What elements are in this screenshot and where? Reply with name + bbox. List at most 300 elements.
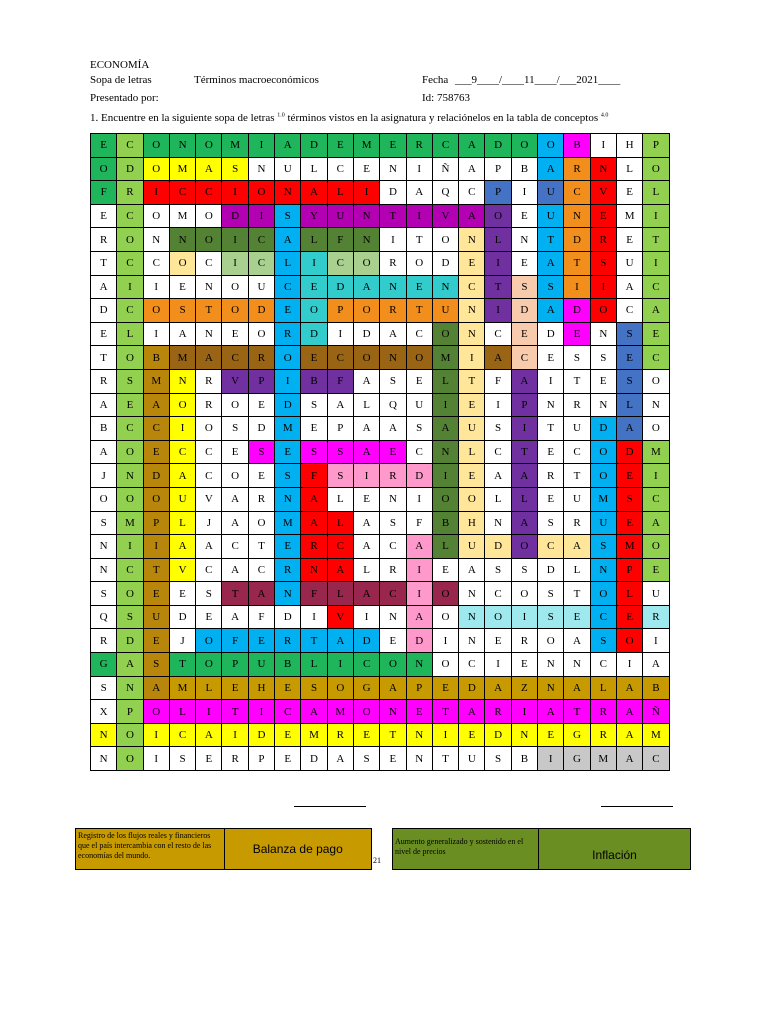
grid-cell: C: [643, 275, 669, 299]
grid-cell: A: [616, 700, 642, 724]
grid-cell: D: [301, 747, 327, 771]
grid-cell: M: [169, 157, 195, 181]
activity-label: Sopa de letras: [90, 74, 152, 86]
grid-cell: A: [222, 558, 248, 582]
grid-cell: A: [353, 535, 379, 559]
grid-cell: S: [485, 417, 511, 441]
grid-cell: I: [643, 204, 669, 228]
grid-cell: E: [275, 299, 301, 323]
grid-cell: E: [196, 747, 222, 771]
grid-cell: T: [564, 369, 590, 393]
grid-cell: I: [353, 605, 379, 629]
grid-cell: C: [406, 322, 432, 346]
concept-card-balanza: [75, 828, 372, 870]
grid-cell: D: [169, 605, 195, 629]
grid-cell: S: [222, 157, 248, 181]
grid-cell: I: [485, 299, 511, 323]
grid-cell: B: [432, 511, 458, 535]
grid-cell: C: [353, 653, 379, 677]
grid-cell: I: [590, 134, 616, 158]
grid-cell: M: [590, 487, 616, 511]
grid-cell: U: [538, 204, 564, 228]
grid-cell: E: [590, 369, 616, 393]
grid-cell: E: [91, 322, 117, 346]
grid-cell: C: [590, 605, 616, 629]
grid-cell: N: [485, 511, 511, 535]
subject-title: ECONOMÍA: [90, 59, 150, 71]
grid-cell: M: [353, 134, 379, 158]
grid-cell: N: [459, 605, 485, 629]
grid-cell: A: [459, 157, 485, 181]
grid-cell: R: [380, 299, 406, 323]
grid-cell: E: [564, 322, 590, 346]
grid-cell: S: [327, 440, 353, 464]
grid-row: [91, 700, 670, 724]
grid-cell: O: [117, 228, 143, 252]
grid-cell: I: [511, 417, 537, 441]
grid-cell: A: [91, 440, 117, 464]
grid-cell: A: [301, 487, 327, 511]
grid-cell: O: [275, 346, 301, 370]
grid-cell: R: [590, 700, 616, 724]
grid-cell: N: [248, 157, 274, 181]
grid-cell: O: [222, 393, 248, 417]
grid-cell: N: [459, 228, 485, 252]
grid-cell: A: [485, 346, 511, 370]
grid-cell: C: [196, 440, 222, 464]
grid-cell: L: [643, 181, 669, 205]
grid-cell: R: [538, 464, 564, 488]
grid-cell: A: [222, 605, 248, 629]
grid-cell: C: [327, 157, 353, 181]
grid-cell: T: [538, 228, 564, 252]
grid-cell: B: [643, 676, 669, 700]
grid-cell: L: [485, 228, 511, 252]
grid-cell: U: [275, 157, 301, 181]
grid-cell: O: [327, 676, 353, 700]
grid-cell: P: [222, 653, 248, 677]
grid-cell: A: [406, 535, 432, 559]
grid-row: [91, 605, 670, 629]
grid-cell: O: [143, 299, 169, 323]
presented-by-label: Presentado por:: [90, 92, 159, 104]
grid-cell: D: [485, 723, 511, 747]
grid-cell: A: [459, 700, 485, 724]
grid-cell: I: [222, 251, 248, 275]
grid-cell: I: [485, 653, 511, 677]
grid-cell: C: [117, 204, 143, 228]
grid-cell: U: [248, 275, 274, 299]
date-label: Fecha: [422, 74, 449, 86]
signature-line-right: [601, 806, 673, 807]
grid-cell: C: [459, 181, 485, 205]
grid-row: [91, 487, 670, 511]
grid-cell: O: [143, 157, 169, 181]
grid-cell: A: [327, 558, 353, 582]
grid-cell: E: [643, 558, 669, 582]
grid-cell: N: [91, 535, 117, 559]
grid-cell: N: [117, 676, 143, 700]
grid-cell: D: [590, 417, 616, 441]
grid-cell: O: [459, 487, 485, 511]
grid-cell: N: [590, 558, 616, 582]
grid-cell: N: [117, 464, 143, 488]
grid-cell: L: [353, 558, 379, 582]
grid-cell: N: [91, 747, 117, 771]
grid-cell: V: [222, 369, 248, 393]
grid-cell: F: [406, 511, 432, 535]
grid-cell: A: [301, 181, 327, 205]
grid-cell: I: [196, 700, 222, 724]
grid-cell: O: [353, 251, 379, 275]
grid-cell: C: [169, 440, 195, 464]
grid-cell: N: [459, 629, 485, 653]
grid-cell: O: [196, 204, 222, 228]
grid-cell: N: [275, 582, 301, 606]
grid-cell: E: [301, 275, 327, 299]
grid-cell: I: [485, 251, 511, 275]
grid-cell: I: [406, 157, 432, 181]
grid-cell: C: [117, 299, 143, 323]
grid-cell: S: [169, 747, 195, 771]
grid-cell: E: [511, 204, 537, 228]
grid-cell: B: [511, 747, 537, 771]
grid-cell: C: [196, 181, 222, 205]
grid-cell: O: [169, 393, 195, 417]
grid-cell: P: [248, 369, 274, 393]
grid-cell: T: [248, 535, 274, 559]
grid-cell: E: [432, 558, 458, 582]
grid-cell: T: [222, 700, 248, 724]
grid-cell: A: [485, 464, 511, 488]
grid-cell: F: [327, 228, 353, 252]
grid-cell: P: [327, 299, 353, 323]
grid-cell: C: [117, 134, 143, 158]
grid-cell: O: [196, 629, 222, 653]
grid-cell: H: [248, 676, 274, 700]
grid-cell: N: [380, 157, 406, 181]
grid-cell: N: [353, 228, 379, 252]
grid-cell: N: [459, 582, 485, 606]
grid-cell: L: [327, 511, 353, 535]
grid-cell: S: [169, 299, 195, 323]
grid-cell: A: [327, 747, 353, 771]
grid-cell: O: [432, 605, 458, 629]
grid-cell: E: [380, 440, 406, 464]
grid-cell: L: [485, 487, 511, 511]
grid-cell: R: [196, 393, 222, 417]
grid-cell: P: [117, 700, 143, 724]
grid-cell: N: [511, 228, 537, 252]
grid-cell: S: [590, 535, 616, 559]
grid-cell: A: [169, 322, 195, 346]
grid-cell: D: [117, 629, 143, 653]
grid-cell: O: [143, 204, 169, 228]
grid-cell: T: [91, 251, 117, 275]
grid-row: [91, 558, 670, 582]
grid-cell: G: [564, 747, 590, 771]
grid-cell: Q: [91, 605, 117, 629]
grid-row: [91, 181, 670, 205]
grid-cell: I: [485, 393, 511, 417]
grid-cell: I: [406, 582, 432, 606]
grid-cell: I: [643, 629, 669, 653]
grid-cell: E: [275, 535, 301, 559]
grid-cell: C: [327, 251, 353, 275]
grid-row: [91, 464, 670, 488]
grid-cell: S: [91, 511, 117, 535]
grid-cell: G: [91, 653, 117, 677]
grid-cell: O: [353, 299, 379, 323]
grid-cell: O: [590, 464, 616, 488]
grid-cell: N: [275, 181, 301, 205]
grid-cell: A: [196, 346, 222, 370]
grid-cell: T: [91, 346, 117, 370]
grid-cell: U: [564, 487, 590, 511]
grid-cell: L: [459, 440, 485, 464]
grid-cell: I: [143, 181, 169, 205]
grid-cell: R: [275, 558, 301, 582]
grid-cell: O: [643, 157, 669, 181]
grid-cell: S: [222, 417, 248, 441]
grid-cell: C: [327, 535, 353, 559]
grid-cell: O: [432, 582, 458, 606]
grid-cell: E: [353, 723, 379, 747]
grid-cell: T: [432, 700, 458, 724]
concept-term: Balanza de pago: [224, 829, 372, 869]
grid-cell: M: [169, 346, 195, 370]
grid-cell: A: [511, 369, 537, 393]
grid-cell: M: [222, 134, 248, 158]
grid-cell: N: [432, 440, 458, 464]
grid-cell: S: [248, 440, 274, 464]
grid-cell: A: [143, 676, 169, 700]
grid-cell: O: [301, 299, 327, 323]
grid-cell: M: [117, 511, 143, 535]
grid-cell: C: [248, 228, 274, 252]
grid-cell: S: [196, 582, 222, 606]
grid-cell: R: [380, 464, 406, 488]
grid-cell: E: [538, 346, 564, 370]
grid-cell: D: [222, 204, 248, 228]
grid-cell: E: [406, 700, 432, 724]
grid-cell: A: [91, 275, 117, 299]
grid-cell: A: [380, 676, 406, 700]
grid-row: [91, 322, 670, 346]
grid-cell: R: [248, 487, 274, 511]
grid-cell: L: [432, 535, 458, 559]
grid-cell: C: [432, 134, 458, 158]
grid-cell: A: [353, 369, 379, 393]
grid-cell: A: [564, 629, 590, 653]
grid-cell: L: [327, 181, 353, 205]
grid-cell: O: [117, 346, 143, 370]
grid-cell: M: [590, 747, 616, 771]
grid-cell: S: [91, 676, 117, 700]
grid-cell: N: [380, 700, 406, 724]
grid-cell: I: [248, 134, 274, 158]
grid-cell: C: [275, 700, 301, 724]
grid-cell: N: [91, 558, 117, 582]
grid-cell: O: [380, 653, 406, 677]
grid-cell: D: [564, 299, 590, 323]
concept-definition: Registro de los flujos reales y financieros que el país intercambia con el resto de las economías del mundo.: [76, 829, 224, 869]
grid-cell: N: [196, 322, 222, 346]
grid-cell: I: [353, 181, 379, 205]
grid-cell: E: [91, 134, 117, 158]
grid-cell: M: [275, 511, 301, 535]
grid-cell: C: [222, 346, 248, 370]
grid-row: [91, 228, 670, 252]
grid-cell: R: [590, 723, 616, 747]
grid-cell: A: [485, 676, 511, 700]
grid-cell: L: [301, 228, 327, 252]
grid-cell: I: [590, 275, 616, 299]
grid-cell: I: [538, 747, 564, 771]
grid-row: [91, 511, 670, 535]
grid-cell: H: [616, 134, 642, 158]
grid-cell: I: [222, 723, 248, 747]
grid-cell: C: [564, 181, 590, 205]
grid-cell: T: [564, 464, 590, 488]
grid-cell: E: [380, 747, 406, 771]
grid-cell: L: [169, 700, 195, 724]
grid-cell: O: [590, 299, 616, 323]
grid-cell: E: [248, 464, 274, 488]
grid-cell: Q: [380, 393, 406, 417]
grid-cell: O: [117, 582, 143, 606]
grid-cell: A: [301, 700, 327, 724]
grid-cell: L: [511, 487, 537, 511]
grid-cell: U: [538, 181, 564, 205]
grid-cell: O: [643, 417, 669, 441]
grid-cell: I: [275, 369, 301, 393]
grid-cell: B: [564, 134, 590, 158]
grid-cell: E: [327, 134, 353, 158]
grid-cell: N: [459, 322, 485, 346]
grid-cell: E: [196, 605, 222, 629]
grid-row: [91, 747, 670, 771]
grid-cell: L: [327, 582, 353, 606]
grid-cell: D: [248, 723, 274, 747]
grid-cell: R: [91, 629, 117, 653]
grid-cell: I: [143, 723, 169, 747]
grid-row: [91, 393, 670, 417]
grid-cell: L: [275, 251, 301, 275]
grid-cell: D: [432, 251, 458, 275]
grid-cell: R: [117, 181, 143, 205]
grid-cell: D: [327, 275, 353, 299]
grid-cell: D: [301, 322, 327, 346]
grid-row: [91, 346, 670, 370]
grid-cell: N: [91, 723, 117, 747]
grid-cell: E: [564, 605, 590, 629]
grid-cell: C: [616, 299, 642, 323]
grid-cell: O: [117, 723, 143, 747]
grid-cell: E: [511, 322, 537, 346]
grid-cell: N: [511, 723, 537, 747]
grid-cell: I: [616, 653, 642, 677]
grid-cell: O: [432, 228, 458, 252]
grid-cell: Q: [432, 181, 458, 205]
grid-cell: T: [406, 299, 432, 323]
grid-cell: S: [590, 251, 616, 275]
grid-cell: A: [406, 181, 432, 205]
grid-row: [91, 723, 670, 747]
grid-cell: R: [590, 228, 616, 252]
grid-cell: P: [248, 747, 274, 771]
grid-cell: A: [564, 535, 590, 559]
grid-cell: S: [616, 322, 642, 346]
grid-cell: R: [564, 393, 590, 417]
grid-cell: I: [301, 605, 327, 629]
grid-cell: S: [485, 558, 511, 582]
grid-cell: O: [91, 157, 117, 181]
grid-cell: I: [432, 393, 458, 417]
grid-cell: D: [301, 134, 327, 158]
grid-cell: C: [275, 275, 301, 299]
grid-cell: C: [538, 535, 564, 559]
grid-cell: N: [590, 393, 616, 417]
grid-cell: E: [301, 417, 327, 441]
grid-cell: I: [327, 322, 353, 346]
grid-cell: E: [459, 464, 485, 488]
grid-cell: A: [275, 134, 301, 158]
grid-cell: A: [275, 228, 301, 252]
grid-cell: R: [248, 346, 274, 370]
grid-cell: U: [459, 417, 485, 441]
grid-cell: I: [301, 251, 327, 275]
grid-cell: M: [143, 369, 169, 393]
grid-cell: A: [327, 629, 353, 653]
grid-cell: I: [353, 464, 379, 488]
grid-cell: I: [406, 487, 432, 511]
grid-cell: A: [353, 275, 379, 299]
grid-cell: H: [459, 511, 485, 535]
grid-cell: I: [511, 700, 537, 724]
grid-cell: A: [643, 511, 669, 535]
grid-cell: S: [117, 605, 143, 629]
grid-cell: O: [143, 487, 169, 511]
grid-cell: I: [222, 228, 248, 252]
grid-cell: S: [616, 369, 642, 393]
grid-cell: B: [301, 369, 327, 393]
grid-cell: S: [301, 676, 327, 700]
grid-row: [91, 299, 670, 323]
grid-cell: C: [117, 558, 143, 582]
grid-cell: E: [143, 582, 169, 606]
grid-cell: D: [275, 605, 301, 629]
grid-cell: S: [538, 275, 564, 299]
grid-cell: N: [590, 157, 616, 181]
grid-cell: N: [538, 393, 564, 417]
grid-cell: A: [643, 653, 669, 677]
grid-cell: C: [169, 723, 195, 747]
grid-row: [91, 369, 670, 393]
grid-cell: C: [485, 322, 511, 346]
grid-cell: A: [511, 511, 537, 535]
grid-cell: E: [538, 487, 564, 511]
grid-cell: N: [538, 676, 564, 700]
grid-cell: G: [564, 723, 590, 747]
grid-cell: N: [380, 487, 406, 511]
grid-cell: S: [353, 747, 379, 771]
grid-cell: T: [406, 228, 432, 252]
grid-cell: O: [538, 134, 564, 158]
grid-cell: A: [643, 299, 669, 323]
grid-cell: Ñ: [643, 700, 669, 724]
grid-cell: I: [143, 322, 169, 346]
